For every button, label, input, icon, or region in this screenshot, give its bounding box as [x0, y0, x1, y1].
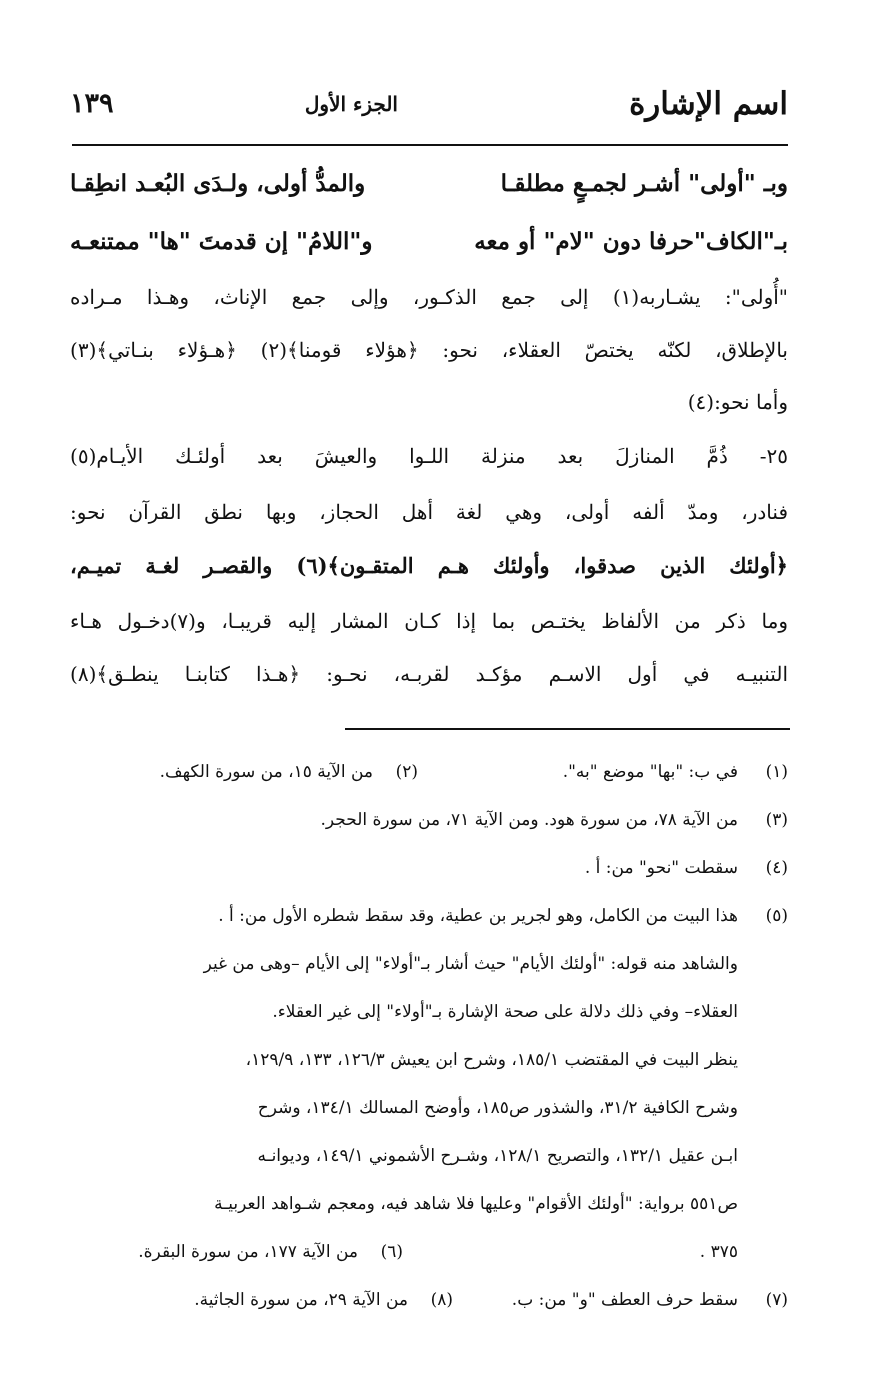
footnote-number: (٤): [765, 858, 788, 878]
verse-first-hemistich: وبـ "أولى" أشـر لجمـعٍ مطلقـا: [500, 170, 788, 197]
footnote-text: من الآية ٢٩، من سورة الجاثية.: [194, 1290, 408, 1310]
footnote-number: (٢): [395, 762, 418, 782]
footnote-text: سقطت "نحو" من: أ .: [584, 858, 738, 878]
footnote-text: هذا البيت من الكامل، وهو لجرير بن عطية، وقد سقط شطره الأول من: أ .: [218, 906, 738, 926]
verse-second-hemistich: و"اللامُ" إن قدمتَ "ها" ممتنعـه: [70, 228, 373, 255]
footnote-continuation: ص٥٥١ برواية: "أولئك الأقوام" وعليها فلا شاهد فيه، ومعجم شـواهد العربيـة: [214, 1194, 738, 1214]
footnote-number: (٦): [380, 1242, 403, 1262]
footnote-text: سقط حرف العطف "و" من: ب.: [511, 1290, 738, 1310]
footnote-number: (٨): [430, 1290, 453, 1310]
body-line: وما ذكر من الألفاظ يختـص بما إذا كـان المشار إليه قريبـا، و(٧)دخـول هـاء: [70, 609, 788, 633]
body-line: التنبيـه في أول الاسـم مؤكـد لقربـه، نحـو: ﴿هـذا كتابنـا ينطـق﴾(٨): [70, 662, 788, 686]
page-number: ١٣٩: [70, 88, 114, 119]
body-line: بالإطلاق، لكنّه يختصّ العقلاء، نحو: ﴿هؤلاء قومنا﴾(٢) ﴿هـؤلاء بنـاتي﴾(٣): [70, 338, 788, 362]
footnote-text: من الآية ١٥، من سورة الكهف.: [159, 762, 373, 782]
footnote-continuation: ينظر البيت في المقتضب ١٨٥/١، وشرح ابن يعيش ١٢٦/٣، ١٣٣، ١٢٩/٩،: [245, 1050, 738, 1070]
body-line: ﴿أولئك الذين صدقوا، وأولئك هـم المتقـون﴾(٦) والقصـر لغـة تميـم،: [70, 553, 788, 578]
body-line: "أُولى": يشـاربه(١) إلى جمع الذكـور، وإلى جمع الإناث، وهـذا مـراده: [70, 285, 788, 309]
footnote-text: في ب: "بها" موضع "به".: [562, 762, 738, 782]
footnote-number: (١): [765, 762, 788, 782]
footnote-continuation: ابـن عقيل ١٣٢/١، والتصريح ١٢٨/١، وشـرح الأشموني ١٤٩/١، وديوانـه: [257, 1146, 738, 1166]
body-line: وأما نحو:(٤): [687, 390, 788, 414]
verse-first-hemistich: بـ"الكاف"حرفا دون "لام" أو معه: [474, 228, 788, 255]
footnote-continuation: وشرح الكافية ٣١/٢، والشذور ص١٨٥، وأوضح المسالك ١٣٤/١، وشرح: [257, 1098, 738, 1118]
footnote-text: من الآية ٧٨، من سورة هود. ومن الآية ٧١، من سورة الحجر.: [320, 810, 738, 830]
verse-second-hemistich: والمدُّ أولى، ولـدَى البُعـد انطِقـا: [70, 170, 366, 197]
chapter-title: اسم الإشارة: [629, 86, 788, 122]
footnote-continuation: والشاهد منه قوله: "أولئك الأيام" حيث أشار بـ"أولاء" إلى الأيام –وهى من غير: [203, 954, 738, 974]
verse-line: [70, 170, 788, 214]
footnote-number: (٣): [765, 810, 788, 830]
footnote-number: (٥): [765, 906, 788, 926]
part-label: الجزء الأول: [304, 92, 398, 116]
book-page: اسم الإشارة الجزء الأول ١٣٩ وبـ "أولى" أشـر لجمـعٍ مطلقـا والمدُّ أولى، ولـدَى البُعـد انطِقـا بـ"الكاف"حرفا دون "لام" أو معه و"اللامُ" إن قدمتَ "ها" ممتنعـه "أُولى": يشـاربه(١) إلى جمع الذكـور، وإلى جمع الإناث، وهـذا مـراده بالإطلاق، لكنّه يختصّ العقلاء، نحو: ﴿هؤلاء قومنا﴾(٢) ﴿هـؤلاء بنـاتي﴾(٣) وأما نحو:(٤) ٢٥- ذُمَّ المنازلَ بعد منزلة اللـوا والعيشَ بعد أولئـك الأيـام(٥) فنادر، ومدّ ألفه أولى، وهي لغة أهل الحجاز، وبها نطق القرآن نحو: ﴿أولئك الذين صدقوا، وأولئك هـم المتقـون﴾(٦) والقصـر لغـة تميـم، وما ذكر من الألفاظ يختـص بما إذا كـان المشار إليه قريبـا، و(٧)دخـول هـاء التنبيـه في أول الاسـم مؤكـد لقربـه، نحـو: ﴿هـذا كتابنـا ينطـق﴾(٨) (١) في ب: "بها" موضع "به". (٢) من الآية ١٥، من سورة الكهف. (٣) من الآية ٧٨، من سورة هود. ومن الآية ٧١، من سورة الحجر. (٤) سقطت "نحو" من: أ . (٥) هذا البيت من الكامل، وهو لجرير بن عطية، وقد سقط شطره الأول من: أ . والشاهد منه قوله: "أولئك الأيام" حيث أشار بـ"أولاء" إلى الأيام –وهى من غير العقلاء– وفي ذلك دلالة على صحة الإشارة بـ"أولاء" إلى غير العقلاء. ينظر البيت في المقتضب ١٨٥/١، وشرح ابن يعيش ١٢٦/٣، ١٣٣، ١٢٩/٩، وشرح الكافية ٣١/٢، والشذور ص١٨٥، وأوضح المسالك ١٣٤/١، وشرح ابـن عقيل ١٣٢/١، والتصريح ١٢٨/١، وشـرح الأشموني ١٤٩/١، وديوانـه ص٥٥١ برواية: "أولئك الأقوام" وعليها فلا شاهد فيه، ومعجم شـواهد العربيـة ٣٧٥ . (٦) من الآية ١٧٧، من سورة البقرة. (٧) سقط حرف العطف "و" من: ب. (٨) من الآية ٢٩، من سورة الجاثية.: [0, 0, 873, 1374]
footnote-divider: [345, 728, 790, 730]
header-divider: [72, 144, 788, 146]
page-header: [70, 78, 788, 136]
body-line: فنادر، ومدّ ألفه أولى، وهي لغة أهل الحجاز، وبها نطق القرآن نحو:: [70, 500, 788, 524]
footnote-number: (٧): [765, 1290, 788, 1310]
verse-line: [70, 228, 788, 272]
footnote-text: ٣٧٥ .: [699, 1242, 738, 1262]
footnote-text: من الآية ١٧٧، من سورة البقرة.: [138, 1242, 358, 1262]
poetry-citation-line: ٢٥- ذُمَّ المنازلَ بعد منزلة اللـوا والعيشَ بعد أولئـك الأيـام(٥): [70, 444, 788, 468]
